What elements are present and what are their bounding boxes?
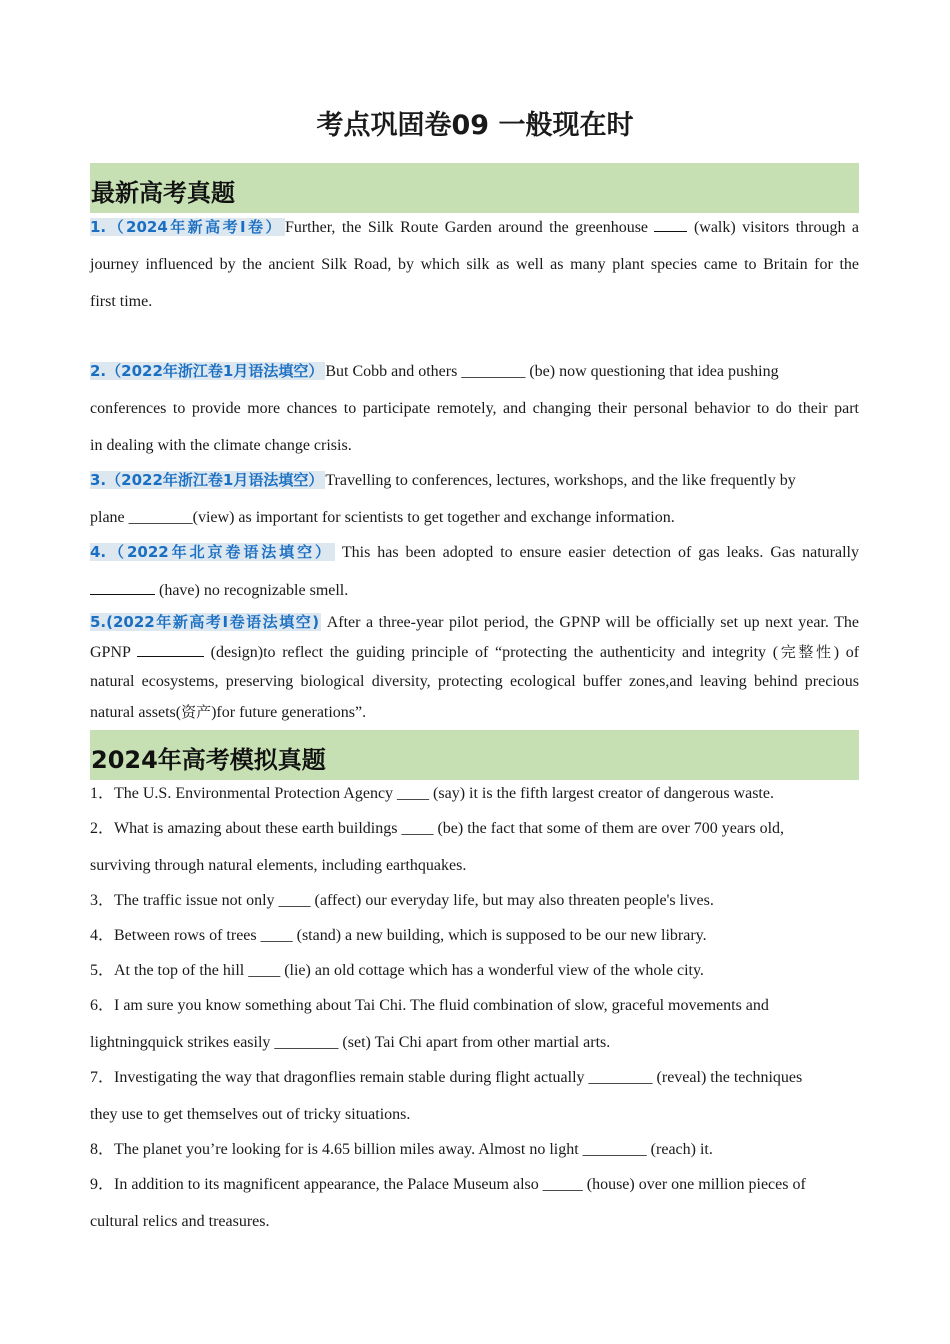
page-title: 考点巩固卷09 一般现在时 xyxy=(316,110,634,141)
mock-line: surviving through natural elements, including earthquakes. xyxy=(90,857,467,874)
question-5-line-4: natural assets(资产)for future generations”. xyxy=(90,703,367,721)
question-source-tag: 3.（2022年浙江卷1月语法填空） xyxy=(90,471,324,489)
question-1-line-3: first time. xyxy=(90,293,153,310)
mock-line: 6．I am sure you know something about Tai Chi. The fluid combination of slow, graceful movements and xyxy=(90,997,769,1014)
section-header-recent-exams xyxy=(90,163,859,213)
section-heading: 最新高考真题 xyxy=(91,179,235,207)
question-5-line-1: 5.(2022年新高考I卷语法填空) After a three-year pilot period, the GPNP will be officially set up next year. The xyxy=(90,613,859,631)
question-2-line-1: 2.（2022年浙江卷1月语法填空） But Cobb and others ________ (be) now questioning that idea pushing xyxy=(90,362,779,380)
mock-line: 2．What is amazing about these earth buildings ____ (be) the fact that some of them are over 700 years old, xyxy=(90,820,785,837)
mock-line: 3．The traffic issue not only ____ (affect) our everyday life, but may also threaten people's lives. xyxy=(90,892,714,909)
question-2-line-3: in dealing with the climate change crisis. xyxy=(90,437,352,454)
question-2-line-2: conferences to provide more chances to participate remotely, and changing their personal behavior to do their part xyxy=(90,400,859,417)
question-3-line-1: 3.（2022年浙江卷1月语法填空） Travelling to conferences, lectures, workshops, and the like frequently by xyxy=(90,471,796,489)
question-5-line-3: natural ecosystems, preserving biological diversity, protecting ecological buffer zones,and leaving behind precious xyxy=(90,673,859,690)
answer-blank xyxy=(90,580,155,595)
section-header-mock-exams xyxy=(90,730,859,780)
section-heading: 2024年高考模拟真题 xyxy=(91,746,326,774)
question-4-line-1: 4.（2022年北京卷语法填空） This has been adopted to ensure easier detection of gas leaks. Gas naturally xyxy=(90,543,859,561)
question-1-line-1: 1.（2024年新高考I卷） Further, the Silk Route Garden around the greenhouse (walk) visitors through a xyxy=(90,218,860,236)
question-source-tag: 5.(2022年新高考I卷语法填空) xyxy=(90,613,320,631)
answer-blank xyxy=(654,217,687,232)
question-source-tag: 2.（2022年浙江卷1月语法填空） xyxy=(90,362,324,380)
question-source-tag: 1.（2024年新高考I卷） xyxy=(90,218,283,236)
question-1-line-2: journey influenced by the ancient Silk Road, by which silk as well as many plant species came to Britain for the xyxy=(90,256,859,273)
mock-line: 4．Between rows of trees ____ (stand) a new building, which is supposed to be our new library. xyxy=(90,927,707,944)
mock-line: 5．At the top of the hill ____ (lie) an old cottage which has a wonderful view of the whole city. xyxy=(90,962,704,979)
question-3-line-2: plane ________(view) as important for scientists to get together and exchange information. xyxy=(90,509,675,526)
mock-line: 7．Investigating the way that dragonflies remain stable during flight actually ________ (reveal) the techniques xyxy=(90,1069,803,1086)
answer-blank xyxy=(137,642,204,657)
mock-line: 9．In addition to its magnificent appearance, the Palace Museum also _____ (house) over one million pieces of xyxy=(90,1176,806,1193)
question-source-tag: 4.（2022年北京卷语法填空） xyxy=(90,543,333,561)
mock-line: 8．The planet you’re looking for is 4.65 billion miles away. Almost no light ________ (reach) it. xyxy=(90,1141,713,1158)
mock-line: lightningquick strikes easily ________ (set) Tai Chi apart from other martial arts. xyxy=(90,1034,611,1051)
mock-line: 1．The U.S. Environmental Protection Agency ____ (say) it is the fifth largest creator of dangerous waste. xyxy=(90,785,774,802)
mock-line: they use to get themselves out of tricky situations. xyxy=(90,1106,411,1123)
question-5-line-2: GPNP (design)to reflect the guiding principle of “protecting the authenticity and integrity (完整性) of xyxy=(90,643,860,661)
mock-line: cultural relics and treasures. xyxy=(90,1213,270,1230)
question-4-line-2: (have) no recognizable smell. xyxy=(90,580,859,601)
